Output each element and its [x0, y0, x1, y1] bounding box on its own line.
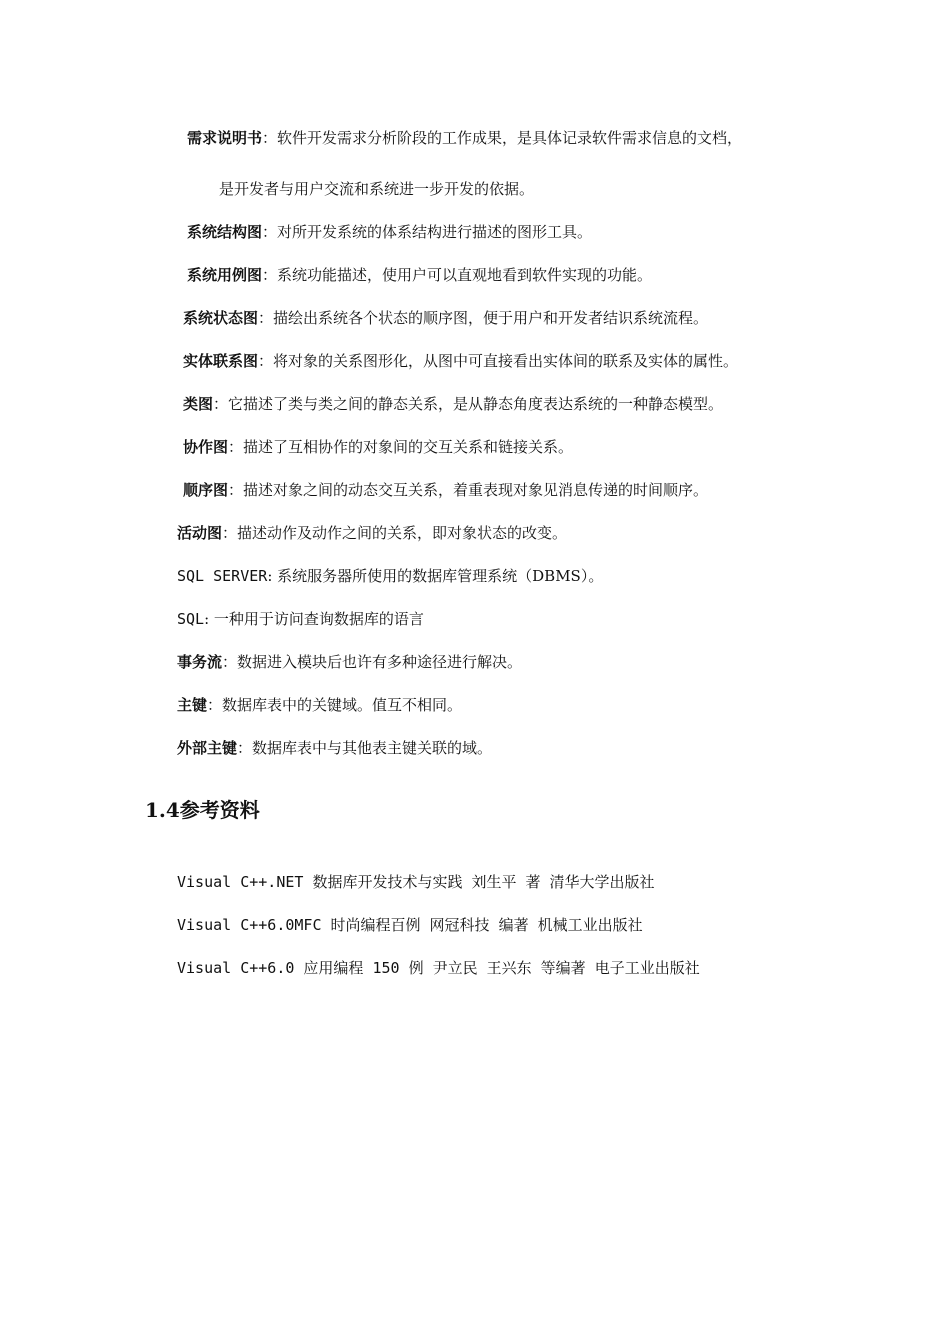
definition-row	[177, 566, 603, 586]
definition-description: 它描述了类与类之间的静态关系，是从静态角度表达系统的一种静态模型。	[228, 395, 724, 413]
definition-separator: ：	[262, 223, 278, 241]
definition-description: 对所开发系统的体系结构进行描述的图形工具。	[277, 223, 593, 241]
definition-description: 描述对象之间的动态交互关系，着重表现对象见消息传递的时间顺序。	[243, 481, 709, 499]
definition-separator: ：	[262, 129, 278, 147]
definition-description: 一种用于访问查询数据库的语言	[213, 610, 424, 628]
definition-term: 活动图	[177, 524, 223, 542]
definition-term: 协作图	[183, 438, 229, 456]
definition-row	[177, 609, 424, 629]
definition-term: SQL SERVER	[177, 567, 268, 585]
reference-item: Visual C++6.0 应用编程 150 例 尹立民 王兴东 等编著 电子工业出版社	[177, 959, 700, 977]
definition-row	[187, 222, 592, 242]
definition-term: SQL	[177, 610, 205, 628]
definition-description: 数据库表中的关键域。值互不相同。	[222, 696, 463, 714]
definition-term: 主键	[177, 696, 208, 714]
definition-term: 类图	[183, 395, 214, 413]
definition-description: 系统功能描述，使用户可以直观地看到软件实现的功能。	[277, 266, 653, 284]
definition-separator: ：	[262, 266, 278, 284]
definition-row	[183, 480, 708, 500]
definition-description: 软件开发需求分析阶段的工作成果，是具体记录软件需求信息的文档，	[277, 129, 743, 147]
definition-term: 顺序图	[183, 481, 229, 499]
definition-separator: :	[267, 567, 278, 585]
definition-description: 描述了互相协作的对象间的交互关系和链接关系。	[243, 438, 574, 456]
reference-item: Visual C++6.0MFC 时尚编程百例 网冠科技 编著 机械工业出版社	[177, 916, 643, 934]
definition-term: 系统状态图	[183, 309, 259, 327]
definition-separator: ：	[213, 395, 229, 413]
definition-row	[187, 265, 652, 285]
definition-term: 事务流	[177, 653, 223, 671]
definition-description: 是开发者与用户交流和系统进一步开发的依据。	[219, 180, 535, 198]
definition-row	[183, 351, 738, 371]
definition-separator: ：	[222, 524, 238, 542]
definition-description: 系统服务器所使用的数据库管理系统（DBMS）。	[277, 567, 604, 585]
reference-item: Visual C++.NET 数据库开发技术与实践 刘生平 著 清华大学出版社	[177, 873, 655, 891]
definition-separator: ：	[258, 352, 274, 370]
definition-term: 需求说明书	[187, 129, 263, 147]
definition-separator: ：	[222, 653, 238, 671]
definition-separator: ：	[207, 696, 223, 714]
definition-row	[177, 523, 567, 543]
definition-row	[183, 437, 573, 457]
definition-separator: ：	[258, 309, 274, 327]
definition-row	[183, 308, 708, 328]
definition-row	[177, 738, 492, 758]
definition-description: 数据库表中与其他表主键关联的域。	[252, 739, 493, 757]
definition-separator: :	[204, 610, 214, 628]
definition-separator: ：	[228, 481, 244, 499]
definition-row	[187, 128, 742, 148]
definition-description: 描绘出系统各个状态的顺序图，便于用户和开发者结识系统流程。	[273, 309, 709, 327]
definition-description: 描述动作及动作之间的关系，即对象状态的改变。	[237, 524, 568, 542]
definition-separator: ：	[237, 739, 253, 757]
definition-separator: ：	[228, 438, 244, 456]
definition-description: 数据进入模块后也许有多种途径进行解决。	[237, 653, 523, 671]
definition-term: 系统结构图	[187, 223, 263, 241]
definition-term: 实体联系图	[183, 352, 259, 370]
definition-term: 系统用例图	[187, 266, 263, 284]
definition-row	[177, 695, 462, 715]
definition-row	[183, 394, 723, 414]
definition-continuation	[219, 179, 534, 199]
section-number: 1.4	[145, 798, 180, 822]
definition-row	[177, 652, 522, 672]
definition-description: 将对象的关系图形化，从图中可直接看出实体间的联系及实体的属性。	[273, 352, 739, 370]
definition-term: 外部主键	[177, 739, 238, 757]
section-heading	[145, 796, 260, 824]
section-title: 参考资料	[179, 798, 260, 822]
